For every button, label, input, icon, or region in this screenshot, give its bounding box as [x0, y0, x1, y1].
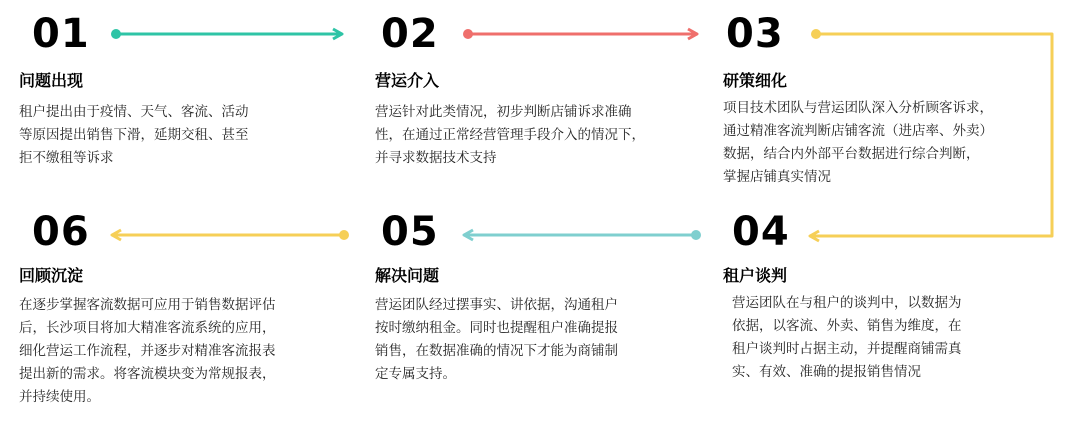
step-03-line: 项目技术团队与营运团队深入分析顾客诉求， [723, 100, 993, 116]
step-03-title: 研策细化 [723, 71, 788, 90]
step-06-line: 在逐步掌握客流数据可应用于销售数据评估 [19, 297, 276, 313]
step-05-line: 销售，在数据准确的情况下才能为商铺制 [375, 343, 618, 359]
step-01-number: 01 [32, 11, 90, 57]
step-02-line: 性，在通过正常经营管理手段介入的情况下， [375, 127, 645, 143]
step-01-line: 拒不缴租等诉求 [19, 150, 114, 166]
step-02-title: 营运介入 [375, 71, 440, 90]
step-05-line: 定专属支持。 [375, 366, 456, 382]
step-01-line: 租户提出由于疫情、天气、客流、活动 [19, 104, 249, 120]
step-04-number: 04 [732, 209, 790, 255]
arrow-02-to-03 [463, 29, 697, 39]
step-05-number: 05 [381, 209, 439, 255]
step-05-line: 按时缴纳租金。同时也提醒租户准确提报 [375, 320, 618, 336]
step-04-line: 依据，以客流、外卖、销售为维度，在 [732, 318, 962, 334]
step-06-line: 提出新的需求。将客流模块变为常规报表， [19, 366, 276, 382]
step-04-description [732, 292, 962, 384]
step-03-number: 03 [726, 11, 784, 57]
step-06-line: 细化营运工作流程，并逐步对精准客流报表 [19, 343, 276, 359]
step-04-line: 实、有效、准确的提报销售情况 [732, 364, 921, 380]
step-05-title: 解决问题 [375, 266, 440, 285]
step-03-description [723, 97, 993, 189]
step-05-description [375, 294, 618, 386]
step-06-line: 后，长沙项目将加大精准客流系统的应用， [19, 320, 276, 336]
step-03-line: 掌握店铺真实情况 [723, 169, 831, 185]
step-04-line: 营运团队在与租户的谈判中，以数据为 [732, 295, 962, 311]
step-04-line: 租户谈判时占据主动，并提醒商铺需真 [732, 341, 962, 357]
step-05-line: 营运团队经过摆事实、讲依据，沟通租户 [375, 297, 618, 313]
step-06-number: 06 [32, 209, 90, 255]
step-01-line: 等原因提出销售下滑，延期交租、甚至 [19, 127, 249, 143]
step-06-title: 回顾沉淀 [19, 266, 84, 285]
step-01-description [19, 101, 249, 170]
step-06-description [19, 294, 276, 409]
arrow-01-to-02 [111, 29, 342, 39]
step-03-line: 数据，结合内外部平台数据进行综合判断， [723, 146, 980, 162]
step-01-title: 问题出现 [19, 71, 84, 90]
step-06-line: 并持续使用。 [19, 389, 100, 405]
step-03-line: 通过精准客流判断店铺客流（进店率、外卖） [723, 123, 993, 139]
step-04-title: 租户谈判 [723, 266, 788, 285]
step-02-number: 02 [381, 11, 439, 57]
arrow-04-to-05 [464, 230, 701, 240]
step-02-line: 营运针对此类情况，初步判断店铺诉求准确 [375, 104, 632, 120]
arrow-05-to-06 [112, 230, 349, 240]
step-02-description [375, 101, 645, 170]
step-02-line: 并寻求数据技术支持 [375, 150, 497, 166]
